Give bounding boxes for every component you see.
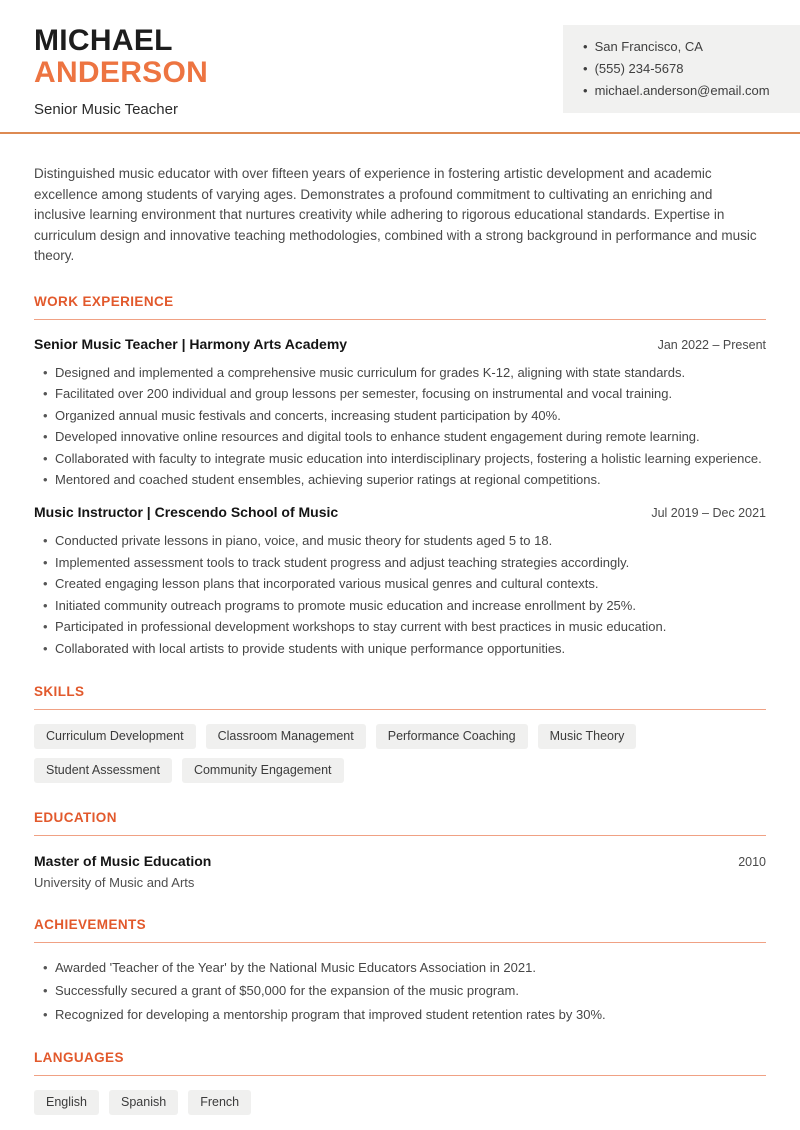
job-bullet-item: • Collaborated with faculty to integrate music education into interdisciplinary projects, fostering a holistic learning experience. <box>34 450 766 467</box>
section-divider <box>34 835 766 836</box>
education-title: EDUCATION <box>34 809 117 825</box>
contact-item <box>583 80 784 102</box>
education-list <box>34 853 766 890</box>
skills-title: SKILLS <box>34 683 85 699</box>
job-title: Senior Music Teacher | Harmony Arts Academy <box>34 335 348 352</box>
degree-name: Master of Music Education <box>34 852 212 869</box>
language-pill: French <box>188 1090 251 1115</box>
language-pill: Spanish <box>109 1090 178 1115</box>
job-bullet-item: • Mentored and coached student ensembles, achieving superior ratings at regional competitions. <box>34 471 766 488</box>
contact-item <box>583 58 784 80</box>
job-bullet-item: • Collaborated with local artists to provide students with unique performance opportunities. <box>34 640 766 657</box>
skill-pill: Community Engagement <box>182 758 344 783</box>
job-bullet-item: • Initiated community outreach programs to promote music education and increase enrollment by 25%. <box>34 597 766 614</box>
achievements-title: ACHIEVEMENTS <box>34 916 147 932</box>
job-bullet-item: • Conducted private lessons in piano, voice, and music theory for students aged 5 to 18. <box>34 532 766 549</box>
section-divider <box>34 709 766 710</box>
contact-item <box>583 36 784 58</box>
job-title: Music Instructor | Crescendo School of Music <box>34 504 339 520</box>
resume-body <box>0 164 800 1115</box>
job-header <box>34 504 766 520</box>
achievement-bullet-item: • Awarded 'Teacher of the Year' by the National Music Educators Association in 2021. <box>34 959 766 976</box>
contact-item-text: michael.anderson@email.com <box>594 83 770 98</box>
bullet-dot: • <box>583 61 588 76</box>
work-experience-title: WORK EXPERIENCE <box>34 293 174 309</box>
achievement-bullet-item: • Successfully secured a grant of $50,000 for the expansion of the music program. <box>34 982 766 999</box>
contact-card <box>563 25 800 113</box>
contact-item-text: San Francisco, CA <box>594 39 703 54</box>
skills-pill-list <box>34 724 766 783</box>
job-dates: Jan 2022 – Present <box>657 337 766 352</box>
job-bullet-item: • Created engaging lesson plans that incorporated various musical genres and cultural contexts. <box>34 575 766 592</box>
section-divider <box>34 319 766 320</box>
section-skills <box>34 684 766 783</box>
job-bullet-item: • Designed and implemented a comprehensive music curriculum for grades K-12, aligning with state standards. <box>34 364 766 381</box>
section-work-experience <box>34 294 766 657</box>
skill-pill: Music Theory <box>538 724 637 749</box>
job-bullet-item: • Facilitated over 200 individual and group lessons per semester, focusing on instrumental and vocal training. <box>34 385 766 402</box>
job-bullet-item: • Developed innovative online resources and digital tools to enhance student engagement during remote learning. <box>34 428 766 445</box>
job-role-subtitle: Senior Music Teacher <box>34 101 178 118</box>
last-name: ANDERSON <box>34 56 209 89</box>
section-achievements <box>34 917 766 1023</box>
job-entry <box>34 336 766 489</box>
languages-title: LANGUAGES <box>34 1049 124 1065</box>
bullet-dot: • <box>583 39 588 54</box>
job-bullet-item: • Participated in professional development workshops to stay current with best practices in music education. <box>34 618 766 635</box>
job-bullet-item: • Organized annual music festivals and concerts, increasing student participation by 40%. <box>34 407 766 424</box>
contact-item-text: (555) 234-5678 <box>594 61 684 76</box>
summary-paragraph: Distinguished music educator with over fifteen years of experience in fostering artistic development and academic excellence among students of varying ages. Demonstrates a profound commitment to cultivating an enriching and inclusive learning environment that nurtures creativity while adhering to rigorous educational standards. Expertise in curriculum design and innovative teaching methodologies, combined with a strong background in performance and music theory. <box>34 166 757 263</box>
skill-pill: Performance Coaching <box>376 724 528 749</box>
job-bullet-item: • Implemented assessment tools to track student progress and adjust teaching strategies accordingly. <box>34 554 766 571</box>
achievements-list <box>34 959 766 1023</box>
section-divider <box>34 942 766 943</box>
skill-pill: Classroom Management <box>206 724 366 749</box>
first-name: MICHAEL <box>34 24 173 57</box>
skill-pill: Student Assessment <box>34 758 172 783</box>
jobs-list <box>34 336 766 657</box>
languages-pill-list <box>34 1090 766 1115</box>
job-entry <box>34 504 766 657</box>
education-entry-header <box>34 853 766 869</box>
job-bullets <box>34 364 766 489</box>
education-entry <box>34 853 766 890</box>
section-education <box>34 810 766 890</box>
resume-header <box>0 0 800 134</box>
section-divider <box>34 1075 766 1076</box>
job-bullets <box>34 532 766 657</box>
language-pill: English <box>34 1090 99 1115</box>
job-header <box>34 336 766 352</box>
section-languages <box>34 1050 766 1115</box>
achievement-bullet-item: • Recognized for developing a mentorship program that improved student retention rates by 30%. <box>34 1006 766 1023</box>
school-name: University of Music and Arts <box>34 874 195 890</box>
bullet-dot: • <box>583 83 588 98</box>
skill-pill: Curriculum Development <box>34 724 196 749</box>
job-dates: Jul 2019 – Dec 2021 <box>651 506 766 520</box>
graduation-year: 2010 <box>738 854 766 869</box>
